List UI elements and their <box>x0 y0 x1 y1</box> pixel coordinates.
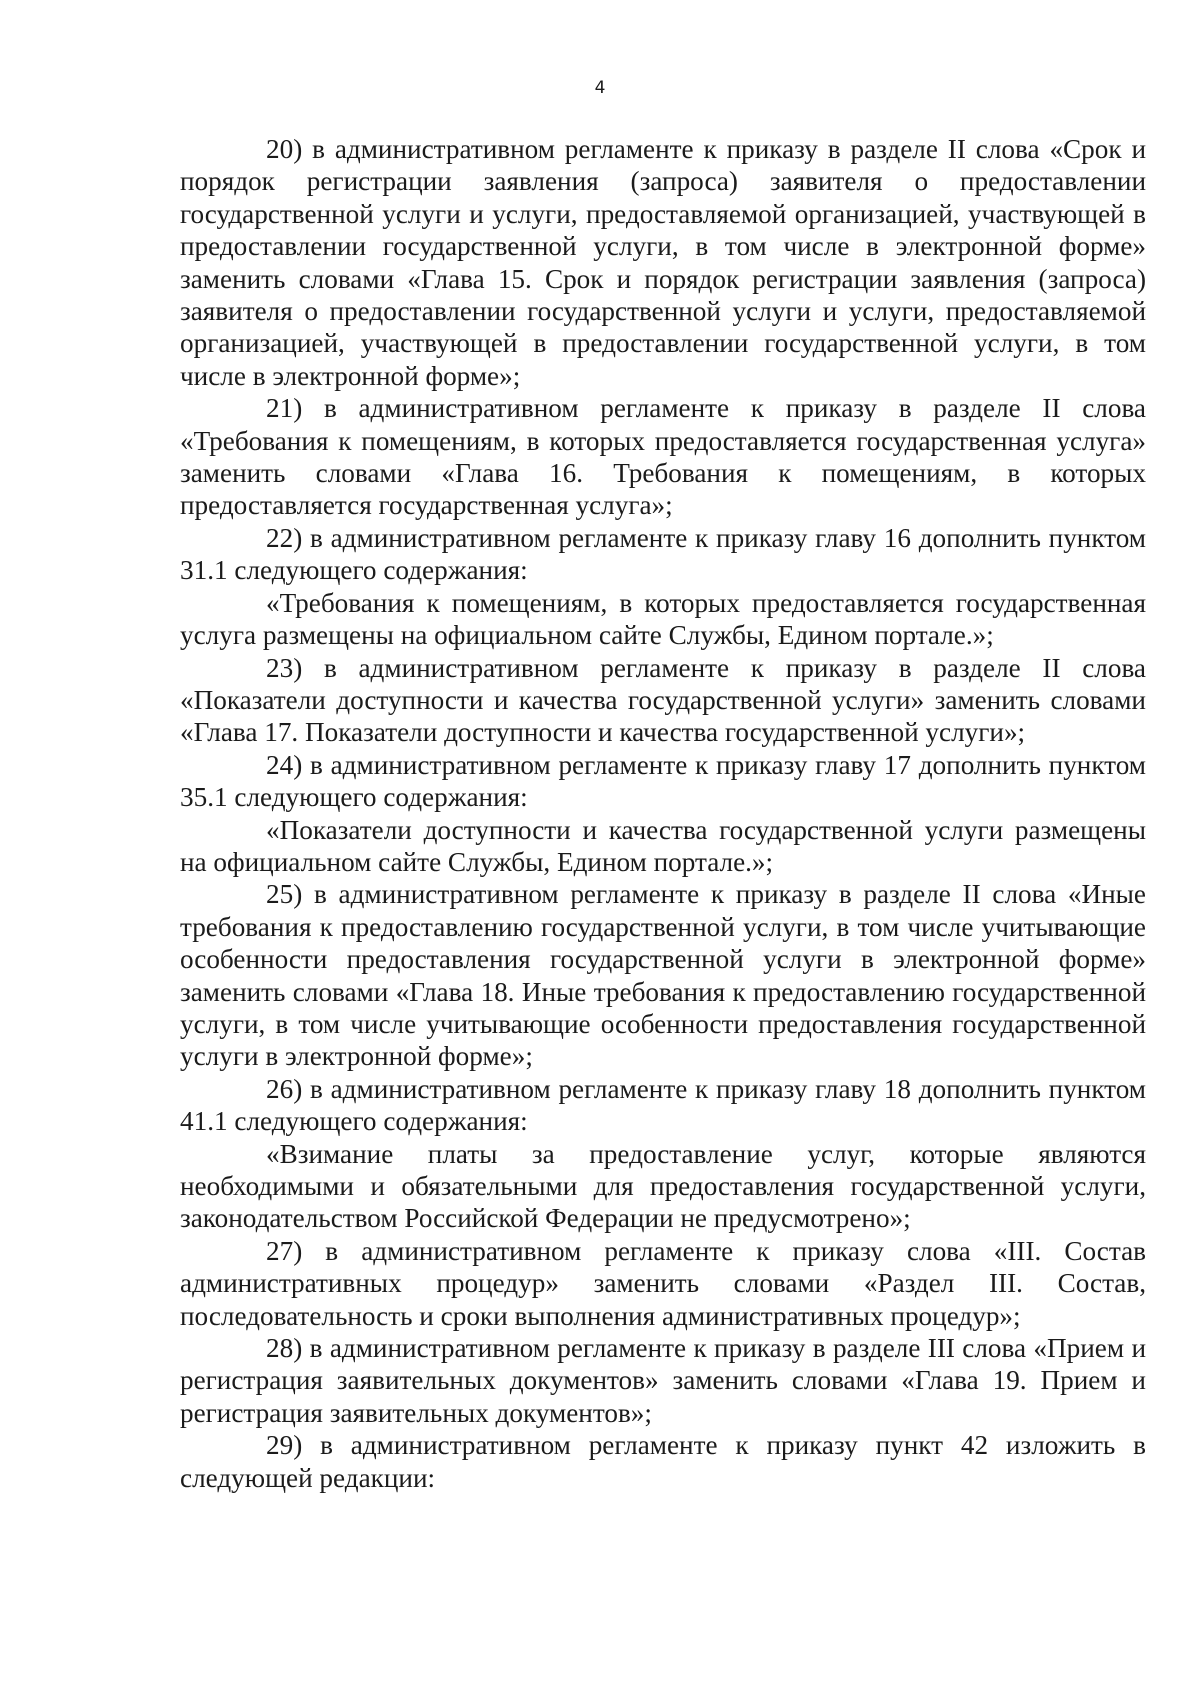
paragraph-item-22: 22) в административном регламенте к приказу главу 16 дополнить пунктом 31.1 следующего содержания: <box>180 522 1146 586</box>
paragraph-item-29: 29) в административном регламенте к приказу пункт 42 изложить в следующей редакции: <box>180 1430 1146 1493</box>
paragraph-item-27: 27) в административном регламенте к приказу слова «III. Состав административных процедур» заменить словами «Раздел III. Состав, последовательность и сроки выполнения административных процедур»; <box>180 1235 1146 1331</box>
quoted-text-item-22: «Требования к помещениям, в которых предоставляется государственная услуга размещены на официальном сайте Службы, Едином портале.»; <box>180 587 1146 651</box>
document-body <box>180 133 1146 1494</box>
paragraph-item-20: 20) в административном регламенте к приказу в разделе II слова «Срок и порядок регистрации заявления (запроса) заявителя о предоставлении государственной услуги и услуги, предоставляемой организацией, участвующей в предоставлении государственной услуги, в том числе в электронной форме» заменить словами «Глава 15. Срок и порядок регистрации заявления (запроса) заявителя о предоставлении государственной услуги и услуги, предоставляемой организацией, участвующей в предоставлении государственной услуги, в том числе в электронной форме»; <box>180 134 1146 391</box>
paragraph-item-28: 28) в административном регламенте к приказу в разделе III слова «Прием и регистрация заявительных документов» заменить словами «Глава 19. Прием и регистрация заявительных документов»; <box>180 1333 1146 1428</box>
quoted-text-item-26: «Взимание платы за предоставление услуг, которые являются необходимыми и обязательными для предоставления государственной услуги, законодательством Российской Федерации не предусмотрено»; <box>180 1138 1146 1234</box>
paragraph-item-26: 26) в административном регламенте к приказу главу 18 дополнить пунктом 41.1 следующего содержания: <box>180 1073 1146 1137</box>
paragraph-item-21: 21) в административном регламенте к приказу в разделе II слова «Требования к помещениям, в которых предоставляется государственная услуга» заменить словами «Глава 16. Требования к помещениям, в которых предоставляется государственная услуга»; <box>180 393 1146 521</box>
page-number: 4 <box>594 78 606 98</box>
paragraph-item-23: 23) в административном регламенте к приказу в разделе II слова «Показатели доступности и качества государственной услуги» заменить словами «Глава 17. Показатели доступности и качества государственной услуги»; <box>180 652 1146 748</box>
quoted-text-item-24: «Показатели доступности и качества государственной услуги размещены на официальном сайте Службы, Едином портале.»; <box>180 814 1146 877</box>
paragraph-item-24: 24) в административном регламенте к приказу главу 17 дополнить пунктом 35.1 следующего содержания: <box>180 749 1146 813</box>
paragraph-item-25: 25) в административном регламенте к приказу в разделе II слова «Иные требования к предоставлению государственной услуги, в том числе учитывающие особенности предоставления государственной услуги в электронной форме» заменить словами «Глава 18. Иные требования к предоставлению государственной услуги, в том числе учитывающие особенности предоставления государственной услуги в электронной форме»; <box>180 879 1146 1072</box>
